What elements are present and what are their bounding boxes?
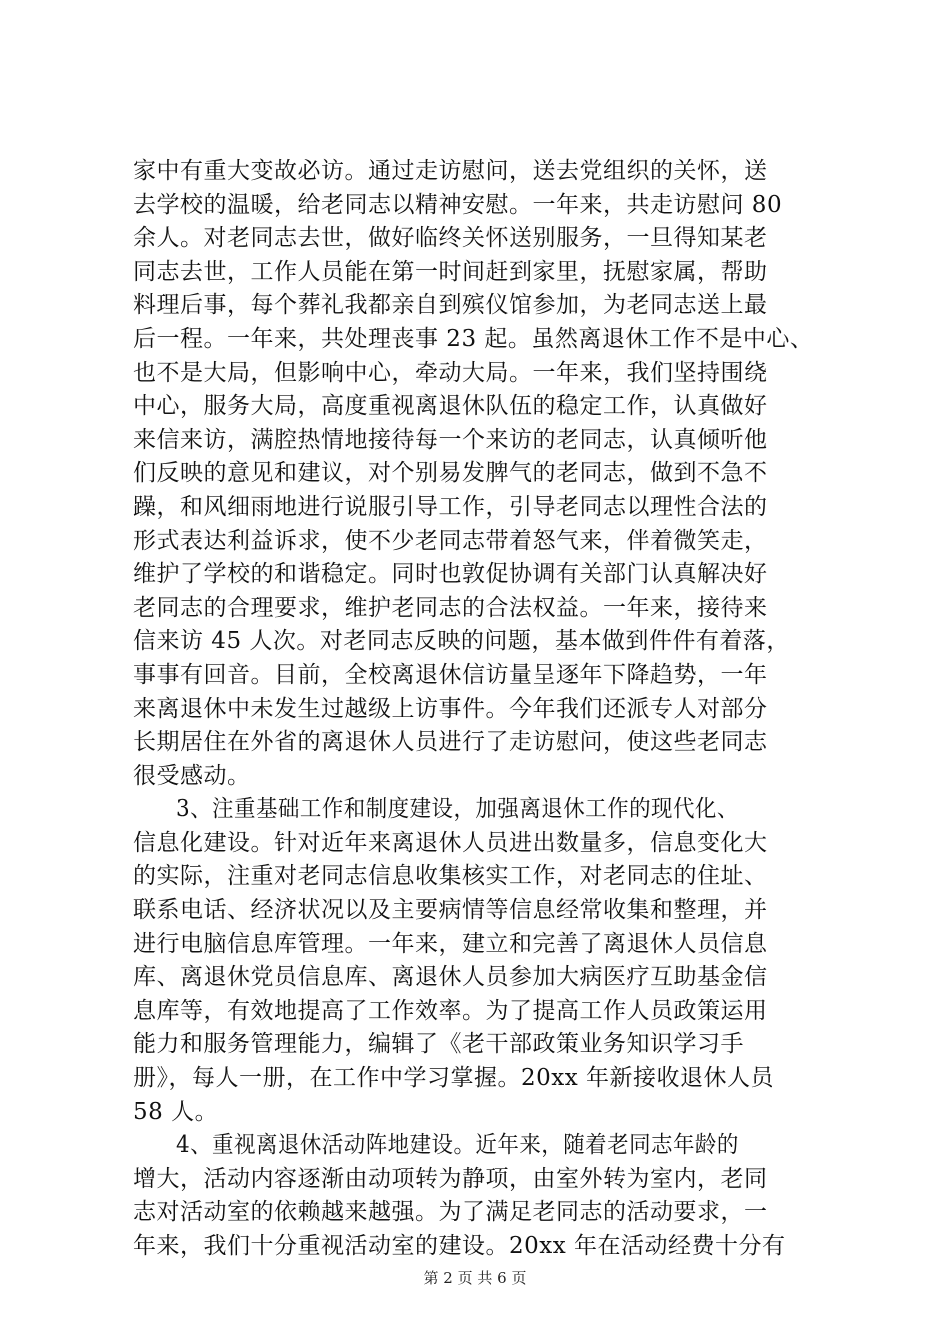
text-line: 4、重视离退休活动阵地建设。近年来，随着老同志年龄的 (175, 1132, 739, 1159)
text-line: 联系电话、经济状况以及主要病情等信息经常收集和整理，并 (133, 897, 768, 924)
text-line: 息库等，有效地提高了工作效率。为了提高工作人员政策运用 (133, 997, 768, 1024)
text-line: 册》，每人一册，在工作中学习掌握。20xx 年新接收退休人员 (133, 1065, 775, 1092)
text-line: 的实际，注重对老同志信息收集核实工作，对老同志的住址、 (133, 863, 768, 890)
text-line: 料理后事，每个葬礼我都亲自到殡仪馆参加，为老同志送上最 (133, 292, 768, 319)
text-line: 躁，和风细雨地进行说服引导工作，引导老同志以理性合法的 (133, 493, 768, 520)
text-line: 余人。对老同志去世，做好临终关怀送别服务，一旦得知某老 (133, 225, 768, 252)
text-line: 58 人。 (133, 1098, 219, 1125)
text-line: 信来访 45 人次。对老同志反映的问题，基本做到件件有着落， (133, 628, 790, 655)
text-line: 维护了学校的和谐稳定。同时也敦促协调有关部门认真解决好 (133, 561, 768, 588)
text-line: 信息化建设。针对近年来离退休人员进出数量多，信息变化大 (133, 829, 768, 856)
text-line: 老同志的合理要求，维护老同志的合法权益。一年来，接待来 (133, 594, 768, 621)
text-line: 3、注重基础工作和制度建设，加强离退休工作的现代化、 (175, 796, 739, 823)
page-footer: 第 2 页 共 6 页 (423, 1269, 527, 1287)
text-line: 库、离退休党员信息库、离退休人员参加大病医疗互助基金信 (133, 964, 768, 991)
text-line: 去学校的温暖，给老同志以精神安慰。一年来，共走访慰问 80 (133, 191, 783, 218)
text-line: 形式表达利益诉求，使不少老同志带着怒气来，伴着微笑走， (133, 527, 768, 554)
text-line: 事事有回音。目前，全校离退休信访量呈逐年下降趋势，一年 (133, 661, 768, 688)
text-line: 中心，服务大局，高度重视离退休队伍的稳定工作，认真做好 (133, 393, 768, 420)
text-line: 进行电脑信息库管理。一年来，建立和完善了离退休人员信息 (133, 930, 768, 957)
text-line: 也不是大局，但影响中心，牵动大局。一年来，我们坚持围绕 (133, 359, 768, 386)
text-line: 长期居住在外省的离退休人员进行了走访慰问，使这些老同志 (133, 729, 768, 756)
text-line: 们反映的意见和建议，对个别易发脾气的老同志，做到不急不 (133, 460, 768, 487)
text-line: 后一程。一年来，共处理丧事 23 起。虽然离退休工作不是中心、 (133, 325, 814, 352)
text-line: 来离退休中未发生过越级上访事件。今年我们还派专人对部分 (133, 695, 768, 722)
text-line: 能力和服务管理能力，编辑了《老干部政策业务知识学习手 (133, 1031, 744, 1058)
text-line: 来信来访，满腔热情地接待每一个来访的老同志，认真倾听他 (133, 426, 768, 453)
body-text (133, 155, 833, 1264)
text-line: 同志去世，工作人员能在第一时间赶到家里，抚慰家属，帮助 (133, 258, 768, 285)
text-line: 增大，活动内容逐渐由动项转为静项，由室外转为室内，老同 (133, 1165, 768, 1192)
text-line: 年来，我们十分重视活动室的建设。20xx 年在活动经费十分有 (133, 1233, 786, 1259)
text-line: 志对活动室的依赖越来越强。为了满足老同志的活动要求，一 (133, 1199, 768, 1226)
text-line: 家中有重大变故必访。通过走访慰问，送去党组织的关怀，送 (133, 158, 768, 184)
text-line: 很受感动。 (133, 762, 251, 789)
